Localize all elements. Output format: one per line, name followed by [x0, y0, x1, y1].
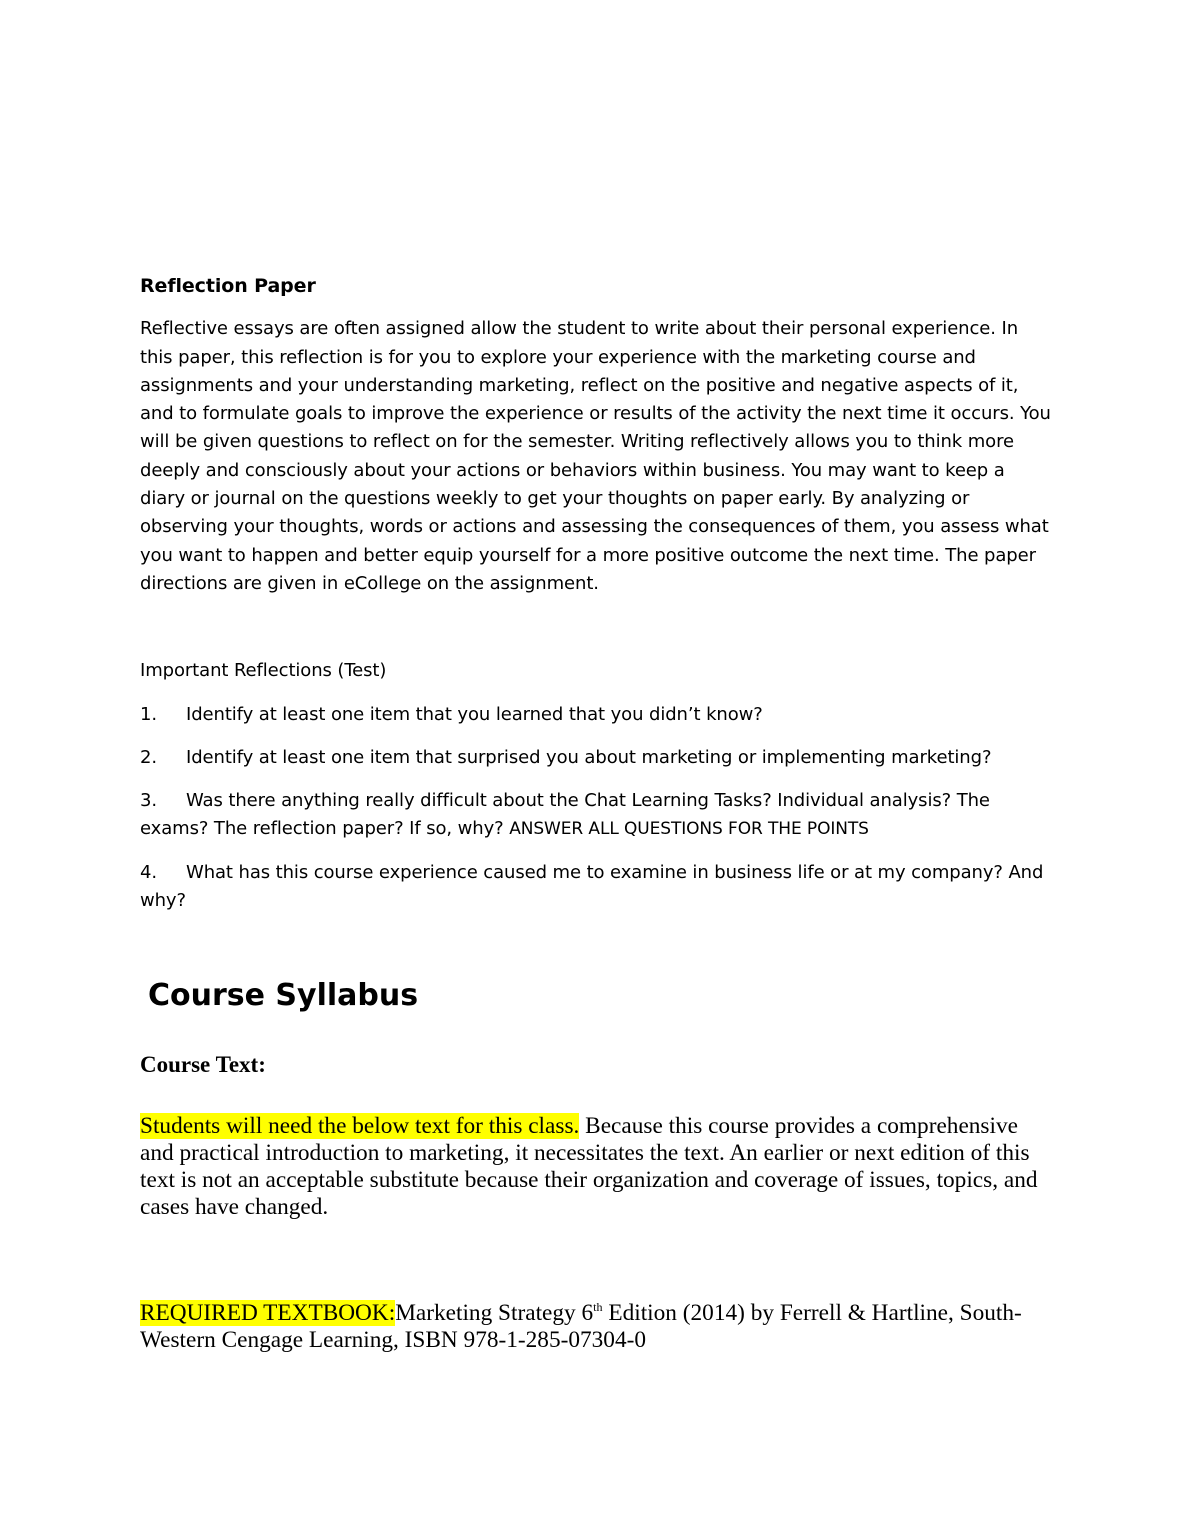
edition-superscript: th — [593, 1300, 603, 1315]
requirement-highlight: Students will need the below text for this class. — [140, 1113, 580, 1140]
questions-list — [140, 701, 1055, 916]
question-number: 1. — [140, 703, 157, 725]
syllabus-title: Course Syllabus — [148, 978, 419, 1014]
reflection-title: Reflection Paper — [140, 275, 316, 297]
question-number: 2. — [140, 746, 157, 768]
course-text-label: Course Text: — [140, 1052, 266, 1078]
question-text: Identify at least one item that surprised you about marketing or implementing marketing? — [186, 746, 992, 768]
textbook-details: Edition (2014) by Ferrell & Hartline, South-Western Cengage Learning, ISBN 978-1-285-07304-0 — [140, 1300, 1022, 1354]
question-number: 4. — [140, 861, 157, 883]
textbook-title: Marketing Strategy 6 — [395, 1300, 594, 1327]
question-text: Was there anything really difficult about the Chat Learning Tasks? Individual analysis? The exams? The reflection paper? If so, why? — [140, 790, 990, 840]
question-item-4 — [140, 859, 1055, 916]
question-item-2 — [140, 744, 1055, 772]
reflection-body: Reflective essays are often assigned allow the student to write about their personal experience. In this paper, this reflection is for you to explore your experience with the marketing course and assignments and your understanding marketing, reflect on the positive and negative aspects of it, and to formulate goals to improve the experience or results of the activity the next time it occurs. You will be given questions to reflect on for the semester. Writing reflectively allows you to think more deeply and consciously about your actions or behaviors within business. You may want to keep a diary or journal on the questions weekly to get your thoughts on paper early. By analyzing or observing your thoughts, words or actions and assessing the consequences of them, you assess what you want to happen and better equip yourself for a more positive outcome the next time. The paper directions are given in eCollege on the assignment. — [140, 318, 1051, 594]
question-number: 3. — [140, 790, 157, 812]
question-text: Identify at least one item that you learned that you didn’t know? — [186, 703, 763, 725]
question-text: What has this course experience caused me to examine in business life or at my company? And why? — [140, 861, 1044, 912]
requirement-body: Because this course provides a comprehensive and practical introduction to marketing, it necessitates the text. An earlier or next edition of this text is not an acceptable substitute because their organization and coverage of issues, topics, and cases have changed. — [140, 1113, 1038, 1221]
question-emphasis: ANSWER ALL QUESTIONS FOR THE POINTS — [509, 819, 869, 840]
question-item-1 — [140, 701, 1055, 729]
text-requirement — [140, 1113, 1055, 1221]
question-item-3 — [140, 787, 1055, 844]
required-textbook — [140, 1300, 1055, 1354]
textbook-label: REQUIRED TEXTBOOK: — [140, 1300, 396, 1327]
questions-heading: Important Reflections (Test) — [140, 660, 387, 682]
document-page — [140, 272, 1055, 1354]
